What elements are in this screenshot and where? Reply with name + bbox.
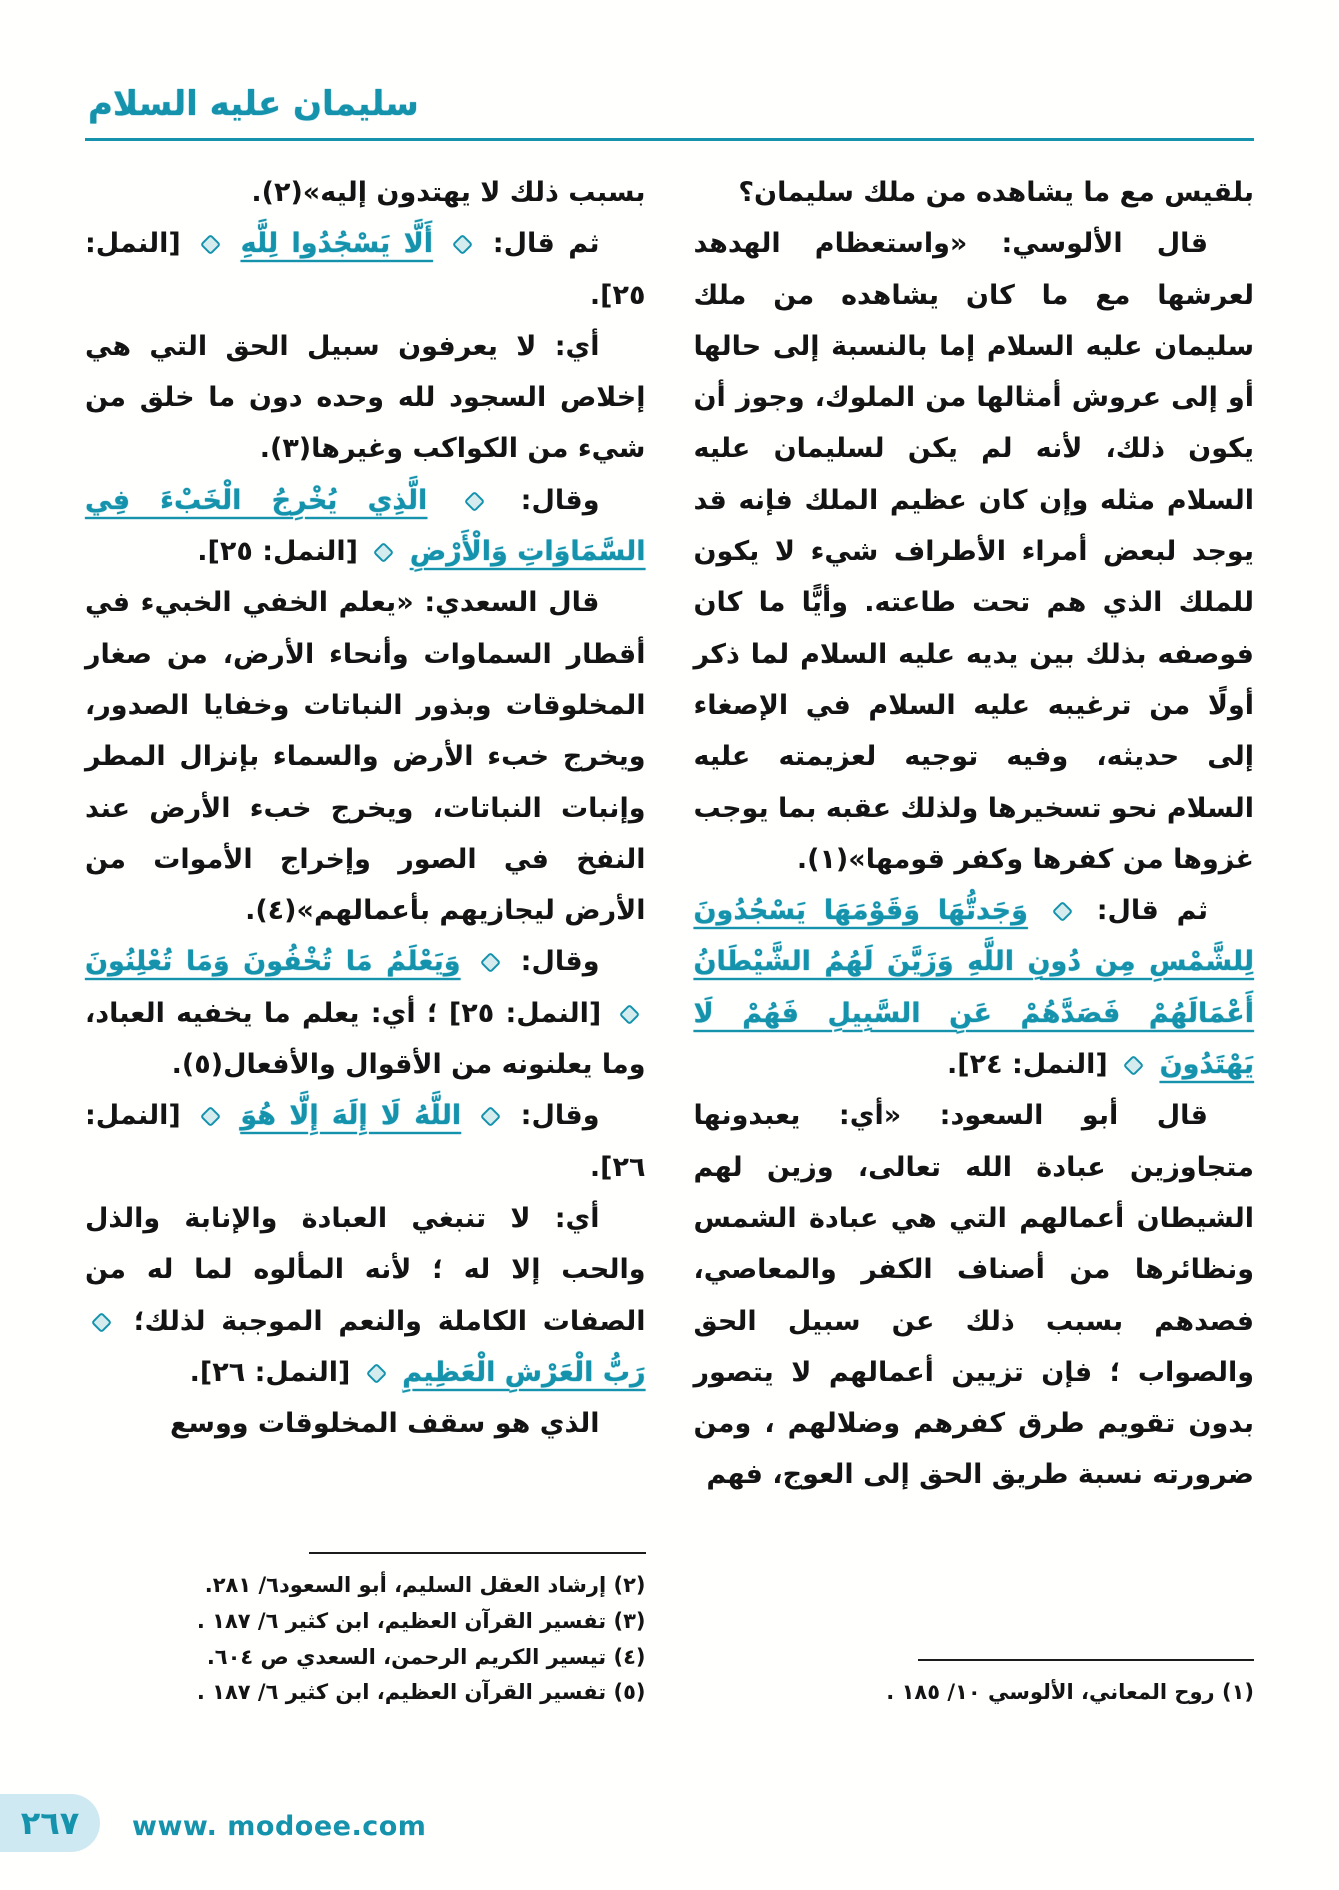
verse-reference: [النمل: ٢٥]. bbox=[197, 536, 358, 568]
paragraph-with-verse bbox=[85, 1090, 646, 1193]
footnote-divider bbox=[918, 1659, 1254, 1661]
verse-ornament-open-icon bbox=[452, 234, 473, 255]
quran-verse: أَلَّا يَسْجُدُوا لِلَّهِ bbox=[240, 228, 433, 260]
verse-ornament-open-icon bbox=[480, 952, 501, 973]
quran-verse: وَجَدتُّهَا وَقَوْمَهَا يَسْجُدُونَ لِلشَّمْسِ مِن دُونِ اللَّهِ وَزَيَّنَ لَهُمُ الشَّيْطَانُ أَعْمَالَهُمْ فَصَدَّهُمْ عَنِ السَّبِيلِ فَهُمْ لَا يَهْتَدُونَ bbox=[693, 895, 1254, 1081]
text-columns bbox=[0, 141, 1339, 1711]
verse-ornament-open-icon bbox=[463, 491, 484, 512]
verse-ornament-close-icon bbox=[200, 234, 221, 255]
quote-intro: ثم قال: bbox=[492, 228, 600, 260]
right-column bbox=[694, 167, 1255, 1711]
page-number: ٢٦٧ bbox=[20, 1804, 80, 1842]
left-column bbox=[85, 167, 646, 1711]
quran-verse: اللَّهُ لَا إِلَهَ إِلَّا هُوَ bbox=[240, 1100, 462, 1132]
paragraph: قال السعدي: «يعلم الخفي الخبيء في أقطار السماوات وأنحاء الأرض، من صغار المخلوقات وبذور النباتات وخفايا الصدور، ويخرج خبء الأرض والسماء بإنزال المطر وإنبات النباتات، ويخرج خبء الأرض عند النفخ في الصور وإخراج الأموات من الأرض ليجازيهم بأعمالهم»(٤). bbox=[85, 587, 646, 927]
paragraph: بسبب ذلك لا يهتدون إليه»(٢). bbox=[251, 177, 646, 208]
verse-ornament-close-icon bbox=[373, 542, 394, 563]
quran-verse: الَّذِي يُخْرِجُ الْخَبْءَ فِي السَّمَاوَاتِ وَالْأَرْضِ bbox=[85, 484, 646, 568]
footnote: (١) روح المعاني، الألوسي ١٠/ ١٨٥ . bbox=[886, 1680, 1254, 1705]
verse-reference: [النمل: ٢٤]. bbox=[947, 1049, 1108, 1081]
chapter-title: سليمان عليه السلام bbox=[88, 84, 419, 124]
verse-ornament-open-icon bbox=[91, 1311, 112, 1332]
paragraph: قال الألوسي: «واستعظام الهدهد لعرشها مع ما كان يشاهده من ملك سليمان عليه السلام إما بالنسبة إلى حالها أو إلى عروش أمثالها من الملوك، وجوز أن يكون ذلك، لأنه لم يكن لسليمان عليه السلام مثله وإن كان عظيم الملك فإنه قد يوجد لبعض أمراء الأطراف شيء لا يكون للملك الذي هم تحت طاعته. وأيًّا ما كان فوصفه بذلك بين يديه عليه السلام لما ذكر أولًا من ترغيبه عليه السلام في الإصغاء إلى حديثه، وفيه توجيه لعزيمته عليه السلام نحو تسخيرها ولذلك عقبه بما يوجب غزوها من كفرها وكفر قومها»(١). bbox=[693, 228, 1254, 875]
quote-intro: وقال: bbox=[520, 484, 600, 516]
footnotes-right bbox=[694, 1651, 1255, 1711]
verse-ornament-close-icon bbox=[618, 1004, 639, 1025]
verse-ornament-close-icon bbox=[200, 1106, 221, 1127]
footnote: (٤) تيسير الكريم الرحمن، السعدي ص ٦٠٤. bbox=[206, 1644, 646, 1669]
verse-reference-and-commentary: [النمل: ٢٥] ؛ أي: يعلم ما يخفيه العباد، وما يعلنونه من الأقوال والأفعال(٥). bbox=[85, 997, 646, 1081]
paragraph-with-verse bbox=[694, 885, 1255, 1090]
verse-ornament-open-icon bbox=[1052, 901, 1073, 922]
quran-verse: وَيَعْلَمُ مَا تُخْفُونَ وَمَا تُعْلِنُونَ bbox=[85, 946, 461, 978]
paragraph-with-verse bbox=[85, 1193, 646, 1398]
footnotes-left bbox=[85, 1544, 646, 1711]
footnote: (٣) تفسير القرآن العظيم، ابن كثير ٦/ ١٨٧ . bbox=[196, 1608, 646, 1633]
verse-ornament-close-icon bbox=[1123, 1055, 1144, 1076]
quote-intro: وقال: bbox=[520, 946, 600, 978]
commentary-text: أي: لا تنبغي العبادة والإنابة والذل والحب إلا له ؛ لأنه المألوه لما له من الصفات الكاملة والنعم الموجبة لذلك؛ bbox=[85, 1202, 646, 1337]
footnote-divider bbox=[309, 1552, 645, 1554]
page-header bbox=[0, 0, 1339, 124]
verse-reference: [النمل: ٢٦]. bbox=[189, 1356, 351, 1388]
paragraph-with-verse bbox=[85, 475, 646, 578]
verse-ornament-open-icon bbox=[480, 1106, 501, 1127]
paragraph: الذي هو سقف المخلوقات ووسع bbox=[169, 1408, 600, 1440]
verse-ornament-close-icon bbox=[366, 1363, 387, 1384]
paragraph-with-verse bbox=[85, 218, 646, 321]
website-text: www. modoee.com bbox=[132, 1811, 427, 1842]
verse-reference: [النمل: ٢٥]. bbox=[85, 228, 646, 311]
paragraph: قال أبو السعود: «أي: يعبدونها متجاوزين عبادة الله تعالى، وزين لهم الشيطان أعمالهم التي هي عبادة الشمس ونظائرها من أصناف الكفر والمعاصي، فصدهم بسبب ذلك عن سبيل الحق والصواب ؛ فإن تزيين أعمالهم لا يتصور بدون تقويم طرق كفرهم وضلالهم ، ومن ضرورته نسبة طريق الحق إلى العوج، فهم bbox=[693, 1100, 1254, 1491]
paragraph: أي: لا يعرفون سبيل الحق التي هي إخلاص السجود لله وحده دون ما خلق من شيء من الكواكب وغيرها(٣). bbox=[85, 330, 646, 465]
quote-intro: ثم قال: bbox=[1096, 895, 1208, 927]
quote-intro: وقال: bbox=[520, 1100, 600, 1132]
verse-reference: [النمل: ٢٦]. bbox=[85, 1100, 646, 1183]
page-number-tab bbox=[0, 1794, 100, 1852]
footnote: (٥) تفسير القرآن العظيم، ابن كثير ٦/ ١٨٧ . bbox=[196, 1680, 646, 1705]
quran-verse: رَبُّ الْعَرْشِ الْعَظِيمِ bbox=[402, 1356, 646, 1388]
paragraph: بلقيس مع ما يشاهده من ملك سليمان؟ bbox=[738, 177, 1254, 208]
footnote: (٢) إرشاد العقل السليم، أبو السعود٦/ ٢٨١. bbox=[204, 1573, 646, 1598]
paragraph-with-verse bbox=[85, 936, 646, 1090]
